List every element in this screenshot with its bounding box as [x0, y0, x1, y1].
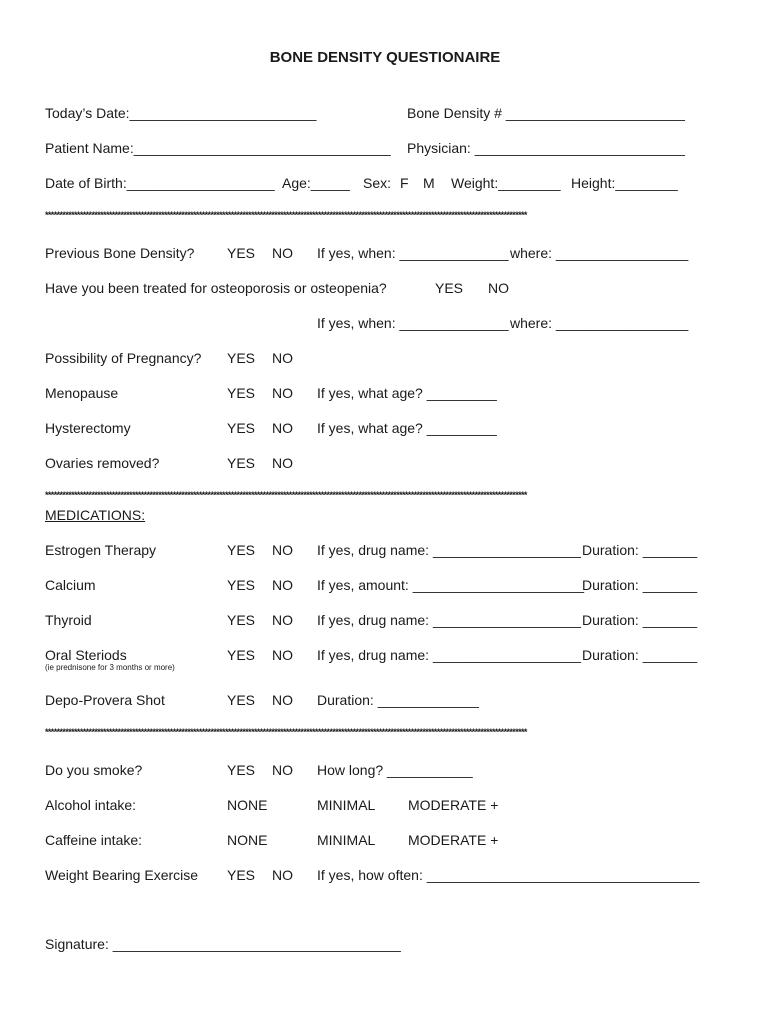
thyroid-duration-field[interactable]: Duration: _______ — [582, 612, 698, 628]
todays-date-field[interactable]: Today’s Date:________________________ — [45, 105, 317, 121]
previous-bone-density-yes[interactable]: YES — [227, 245, 256, 261]
hysterectomy-yes[interactable]: YES — [227, 420, 256, 436]
sex-label: Sex: — [363, 175, 392, 191]
caffeine-none[interactable]: NONE — [227, 832, 268, 848]
bone-density-number-field[interactable]: Bone Density # _______________________ — [407, 105, 685, 121]
smoke-how-long-field[interactable]: How long? ___________ — [317, 762, 473, 778]
treated-where-field[interactable]: where: _________________ — [510, 315, 689, 331]
previous-bone-density-where-field[interactable]: where: _________________ — [510, 245, 689, 261]
exercise-yes[interactable]: YES — [227, 867, 256, 883]
ovaries-removed-no[interactable]: NO — [272, 455, 293, 471]
separator-line: ********************************************************************************************************************************************************************** — [45, 490, 527, 500]
thyroid-label: Thyroid — [45, 612, 92, 628]
alcohol-moderate[interactable]: MODERATE + — [408, 797, 499, 813]
estrogen-no[interactable]: NO — [272, 542, 293, 558]
treated-when-field[interactable]: If yes, when: ______________ — [317, 315, 509, 331]
sex-m-option[interactable]: M — [423, 175, 435, 191]
separator-line: ********************************************************************************************************************************************************************** — [45, 210, 527, 220]
patient-name-field[interactable]: Patient Name:_________________________________ — [45, 140, 391, 156]
oral-steroids-label: Oral Steriods — [45, 647, 127, 663]
thyroid-drug-field[interactable]: If yes, drug name: ___________________ — [317, 612, 581, 628]
depo-provera-label: Depo-Provera Shot — [45, 692, 165, 708]
thyroid-no[interactable]: NO — [272, 612, 293, 628]
oral-steroids-no[interactable]: NO — [272, 647, 293, 663]
oral-steroids-drug-field[interactable]: If yes, drug name: ___________________ — [317, 647, 581, 663]
previous-bone-density-label: Previous Bone Density? — [45, 245, 195, 261]
pregnancy-label: Possibility of Pregnancy? — [45, 350, 202, 366]
treated-osteoporosis-yes[interactable]: YES — [435, 280, 464, 296]
depo-provera-yes[interactable]: YES — [227, 692, 256, 708]
page-title: BONE DENSITY QUESTIONAIRE — [269, 49, 501, 66]
height-field[interactable]: Height:________ — [571, 175, 678, 191]
smoke-yes[interactable]: YES — [227, 762, 256, 778]
calcium-amount-field[interactable]: If yes, amount: ______________________ — [317, 577, 585, 593]
date-of-birth-field[interactable]: Date of Birth:___________________ — [45, 175, 275, 191]
physician-field[interactable]: Physician: ___________________________ — [407, 140, 685, 156]
hysterectomy-label: Hysterectomy — [45, 420, 131, 436]
smoke-no[interactable]: NO — [272, 762, 293, 778]
depo-provera-duration-field[interactable]: Duration: _____________ — [317, 692, 479, 708]
estrogen-drug-field[interactable]: If yes, drug name: ___________________ — [317, 542, 581, 558]
separator-line: ********************************************************************************************************************************************************************** — [45, 727, 527, 737]
estrogen-yes[interactable]: YES — [227, 542, 256, 558]
oral-steroids-yes[interactable]: YES — [227, 647, 256, 663]
treated-osteoporosis-label: Have you been treated for osteoporosis or osteopenia? — [45, 280, 387, 296]
ovaries-removed-label: Ovaries removed? — [45, 455, 160, 471]
signature-field[interactable]: Signature: _____________________________________ — [45, 936, 401, 952]
estrogen-label: Estrogen Therapy — [45, 542, 157, 558]
exercise-how-often-field[interactable]: If yes, how often: ___________________________________ — [317, 867, 700, 883]
calcium-duration-field[interactable]: Duration: _______ — [582, 577, 698, 593]
alcohol-minimal[interactable]: MINIMAL — [317, 797, 376, 813]
ovaries-removed-yes[interactable]: YES — [227, 455, 256, 471]
sex-f-option[interactable]: F — [400, 175, 409, 191]
menopause-label: Menopause — [45, 385, 119, 401]
caffeine-minimal[interactable]: MINIMAL — [317, 832, 376, 848]
depo-provera-no[interactable]: NO — [272, 692, 293, 708]
caffeine-label: Caffeine intake: — [45, 832, 143, 848]
estrogen-duration-field[interactable]: Duration: _______ — [582, 542, 698, 558]
weight-field[interactable]: Weight:________ — [451, 175, 561, 191]
exercise-label: Weight Bearing Exercise — [45, 867, 199, 883]
calcium-yes[interactable]: YES — [227, 577, 256, 593]
calcium-label: Calcium — [45, 577, 96, 593]
hysterectomy-no[interactable]: NO — [272, 420, 293, 436]
hysterectomy-age-field[interactable]: If yes, what age? _________ — [317, 420, 497, 436]
oral-steroids-note: (ie prednisone for 3 months or more) — [45, 663, 175, 672]
alcohol-none[interactable]: NONE — [227, 797, 268, 813]
age-field[interactable]: Age:_____ — [282, 175, 350, 191]
pregnancy-yes[interactable]: YES — [227, 350, 256, 366]
menopause-age-field[interactable]: If yes, what age? _________ — [317, 385, 497, 401]
menopause-no[interactable]: NO — [272, 385, 293, 401]
calcium-no[interactable]: NO — [272, 577, 293, 593]
pregnancy-no[interactable]: NO — [272, 350, 293, 366]
medications-heading: MEDICATIONS: — [45, 507, 146, 523]
caffeine-moderate[interactable]: MODERATE + — [408, 832, 499, 848]
smoke-label: Do you smoke? — [45, 762, 143, 778]
previous-bone-density-no[interactable]: NO — [272, 245, 293, 261]
exercise-no[interactable]: NO — [272, 867, 293, 883]
treated-osteoporosis-no[interactable]: NO — [488, 280, 509, 296]
previous-bone-density-when-field[interactable]: If yes, when: ______________ — [317, 245, 509, 261]
alcohol-label: Alcohol intake: — [45, 797, 137, 813]
thyroid-yes[interactable]: YES — [227, 612, 256, 628]
oral-steroids-duration-field[interactable]: Duration: _______ — [582, 647, 698, 663]
menopause-yes[interactable]: YES — [227, 385, 256, 401]
